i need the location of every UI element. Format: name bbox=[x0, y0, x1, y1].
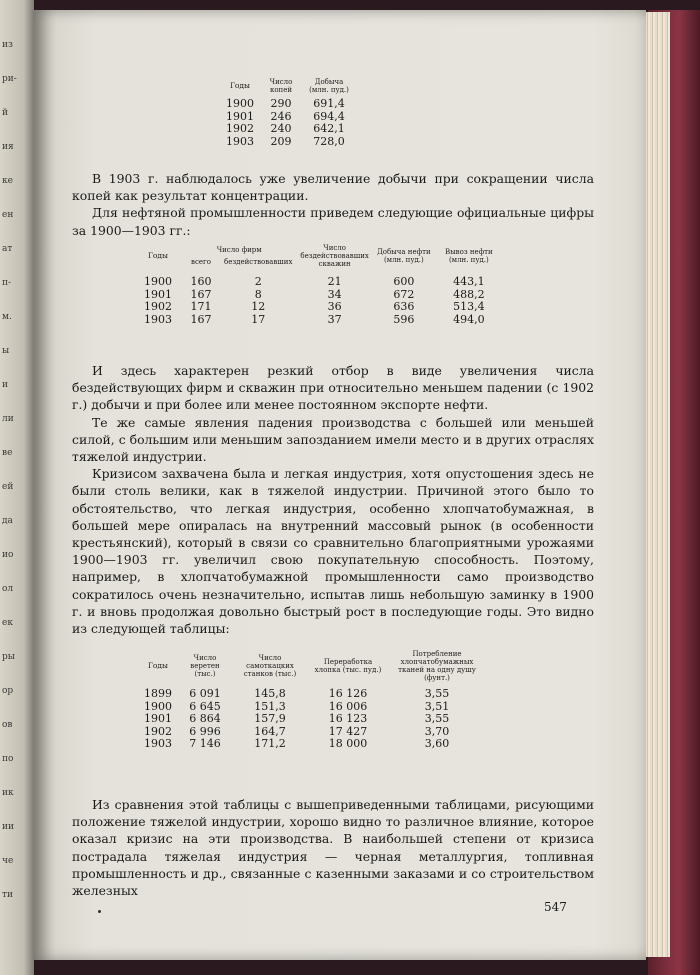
left-page-text-fragment: ор bbox=[2, 686, 14, 696]
table-row: 1901 6 864 157,9 16 123 3,55 bbox=[144, 712, 450, 726]
table-header: Годы bbox=[147, 251, 169, 260]
left-page-text-fragment: и bbox=[2, 380, 8, 390]
left-page-text-fragment: ек bbox=[2, 618, 13, 628]
table-header: Годы bbox=[229, 81, 251, 90]
coal-table bbox=[220, 78, 356, 148]
left-page-text-fragment: ри- bbox=[2, 74, 17, 84]
left-page-text-fragment: по bbox=[2, 754, 14, 764]
paragraph-heavy-industry: И здесь характерен резкий отбор в виде увеличения числа бездействующих фирм и скважин при относительно меньшем падении (с 1902 г.) добычи и при более или менее постоянном экспорте нефти. Те же самые явления падения производства с большей или меньшей силой, с большим или меньшим запозданием имели место и в других отраслях тяжелой индустрии. Кризисом захвачена была и легкая индустрия, хотя опустошения здесь не были столь велики, как в тяжелой индустрии. Причиной этого было то обстоятельство, что легкая индустрия, особенно хлопчатобумажная, в большей мере опиралась на внутренний массовый рынок (в особенности крестьянский), который в связи со сравнительно благоприятными урожаями 1900—1903 гг. увеличил свою покупательную способность. Поэтому, например, в хлопчатобумажной промышленности само производство сократилось очень незначительно, испытав лишь небольшую заминку в 1900 г. и вновь продолжая довольно быстрый рост в последующие годы. Это видно из следующей таблицы: bbox=[72, 363, 594, 637]
paragraph-concentration: В 1903 г. наблюдалось уже увеличение добычи при сокращении числа копей как результат концентрации. Для нефтяной промышленности приведем следующие официальные цифры за 1900—1903 гг.: bbox=[72, 171, 594, 238]
table-header: Число веретен (тыс.) bbox=[190, 654, 220, 678]
table-row: 1903 209 728,0 bbox=[226, 134, 345, 148]
left-page-text-fragment: ли bbox=[2, 414, 14, 424]
table-header: Число бездействовавших скважин bbox=[300, 244, 369, 268]
table-row: 1900 160 2 21 600 443,1 bbox=[144, 275, 485, 288]
left-page-text-fragment: ол bbox=[2, 584, 14, 594]
table-row: 1901 246 694,4 bbox=[226, 109, 345, 123]
left-page-text-fragment: да bbox=[2, 516, 13, 526]
left-page-text-fragment: из bbox=[2, 40, 13, 50]
table-header: Добыча нефти (млн. пуд.) bbox=[377, 248, 431, 264]
left-page-text-fragment: ат bbox=[2, 244, 13, 254]
left-page-text-fragment: ио bbox=[2, 550, 14, 560]
paragraph-comparison: Из сравнения этой таблицы с вышеприведенными таблицами, рисующими положение тяжелой индустрии, хорошо видно то различное влияние, которое оказал кризис на эти производства. В наибольшей степени от кризиса пострадала тяжелая индустрия — черная металлургия, топливная промышленность и др., связанные с казенными заказами и со строительством железных bbox=[72, 797, 594, 899]
cotton-table bbox=[138, 650, 486, 751]
table-row: 1900 290 691,4 bbox=[226, 97, 345, 110]
signature-mark bbox=[98, 910, 101, 913]
left-page-fragment bbox=[0, 0, 34, 975]
oil-table bbox=[134, 244, 503, 326]
table-header: всего bbox=[191, 258, 211, 266]
left-page-text-fragment: ти bbox=[2, 890, 13, 900]
table-header: Число самоткацких станков (тыс.) bbox=[243, 654, 297, 678]
table-row: 1902 6 996 164,7 17 427 3,70 bbox=[144, 724, 450, 738]
left-page-text-fragment: ия bbox=[2, 142, 14, 152]
left-page-text-fragment: ии bbox=[2, 822, 14, 832]
table-row bbox=[134, 268, 503, 276]
table-row: 1901 167 8 34 672 488,2 bbox=[144, 287, 485, 301]
table-row: 1902 171 12 36 636 513,4 bbox=[144, 300, 485, 314]
table-row: 1903 7 146 171,2 18 000 3,60 bbox=[144, 737, 450, 751]
table-header: Годы bbox=[147, 661, 169, 670]
left-page-text-fragment: ве bbox=[2, 448, 13, 458]
table-header: Вывоз нефти (млн. пуд.) bbox=[444, 248, 493, 264]
table-header: Добыча (млн. пуд.) bbox=[309, 78, 349, 94]
table-header: бездействовавших bbox=[224, 258, 293, 266]
table-header: Переработка хлопка (тыс. пуд.) bbox=[314, 658, 382, 674]
table-row: 1899 6 091 145,8 16 126 3,55 bbox=[144, 687, 450, 700]
left-page-text-fragment: ы bbox=[2, 346, 10, 356]
table-header: Потребление хлопчатобумажных тканей на одну душу (фунт.) bbox=[398, 650, 476, 682]
table-header: Число фирм bbox=[216, 246, 262, 254]
left-page-text-fragment: п- bbox=[2, 278, 12, 288]
table-header: Число копей bbox=[269, 78, 293, 94]
left-page-text-fragment: ке bbox=[2, 176, 13, 186]
table-row: 1900 6 645 151,3 16 006 3,51 bbox=[144, 699, 450, 713]
table-row: 1902 240 642,1 bbox=[226, 122, 345, 136]
left-page-text-fragment: че bbox=[2, 856, 14, 866]
left-page-text-fragment: ры bbox=[2, 652, 15, 662]
table-row: 1903 167 17 37 596 494,0 bbox=[144, 312, 485, 326]
left-page-text-fragment: м. bbox=[2, 312, 12, 322]
book-page bbox=[34, 10, 646, 960]
left-page-text-fragment: й bbox=[2, 108, 8, 118]
left-page-text-fragment: ей bbox=[2, 482, 14, 492]
left-page-text-fragment: ов bbox=[2, 720, 13, 730]
page-number: 547 bbox=[544, 900, 567, 914]
left-page-text-fragment: ик bbox=[2, 788, 14, 798]
left-page-text-fragment: ен bbox=[2, 210, 14, 220]
